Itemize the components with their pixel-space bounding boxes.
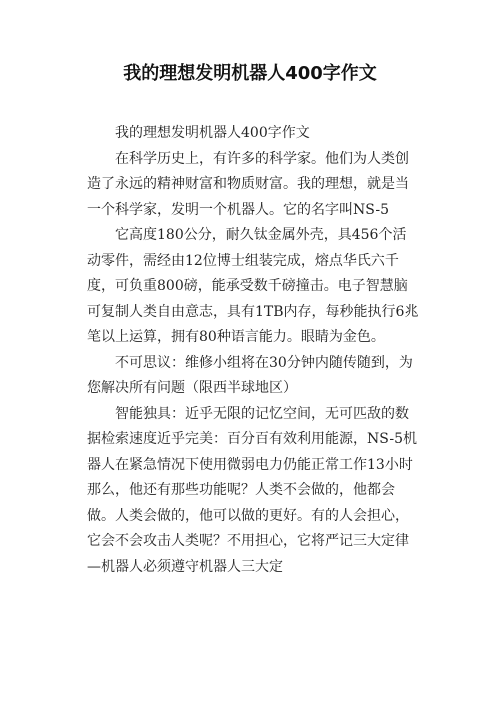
document-title: 我的理想发明机器人400字作文 <box>123 63 377 84</box>
paragraph-intro: 在科学历史上，有许多的科学家。他们为人类创造了永远的精神财富和物质财富。我的理想，就是当一个科学家，发明一个机器人。它的名字叫NS-5 <box>87 150 409 218</box>
paragraph-service: 不可思议：维修小组将在30分钟内随传随到，为您解决所有问题（限西半球地区） <box>87 354 413 396</box>
paragraph-intelligence: 智能独具：近乎无限的记忆空间，无可匹敌的数据检索速度近乎完美：百分百有效利用能源，NS-5机器人在紧急情况下使用微弱电力仍能正常工作13小时那么，他还有那些功能呢？人类不会做的，他都会做。人类会做的，他可以做的更好。有的人会担心，它会不会攻击人类呢？不用担心，它将严记三大定律—机器人必须遵守机器人三大定 <box>87 405 417 575</box>
document-body <box>87 121 419 580</box>
paragraph-specs: 它高度180公分，耐久钛金属外壳，具456个活动零件，需经由12位博士组装完成，熔点华氏六千度，可负重800磅，能承受数千磅撞击。电子智慧脑可复制人类自由意志，具有1TB内存，每秒能执行6兆笔以上运算，拥有80种语言能力。眼睛为金色。 <box>87 227 419 345</box>
paragraph-subtitle: 我的理想发明机器人400字作文 <box>115 125 310 141</box>
